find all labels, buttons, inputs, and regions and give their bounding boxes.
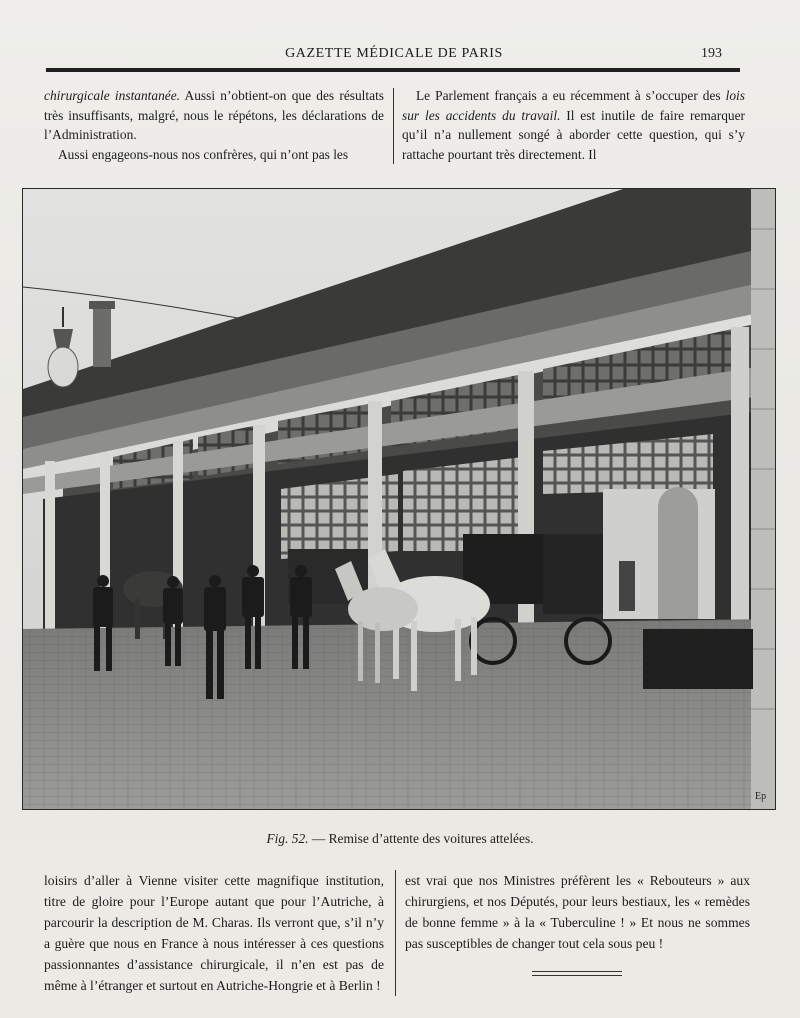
closing-rule	[532, 975, 622, 976]
top-left-paragraph-2: Aussi engageons-nous nos confrères, qui n’ont pas les	[58, 146, 349, 162]
closing-rule	[532, 971, 622, 972]
engraver-mark: Ep	[755, 791, 767, 802]
figure-caption	[0, 831, 800, 847]
top-column-divider	[393, 88, 394, 164]
carriage	[543, 534, 603, 614]
top-right-paragraph	[402, 86, 745, 164]
top-right-column	[402, 86, 745, 164]
photograph-carriage-shed	[22, 188, 776, 810]
photo-illustration	[23, 189, 776, 810]
figure-label: Fig. 52.	[266, 831, 309, 846]
paragraph-text: Aussi n’obtient-on que des résultats très insuffisants, malgré, nous le répétons, les déclarations de l’Administration.	[44, 88, 384, 142]
carriage	[643, 629, 753, 689]
top-left-column	[44, 86, 384, 164]
italic-phrase: chirurgicale instantanée.	[44, 88, 181, 103]
header-rule	[46, 68, 740, 72]
paragraph-text: Le Parlement français a eu récemment à s’occuper des	[416, 88, 726, 103]
page-header	[46, 44, 742, 66]
journal-title: GAZETTE MÉDICALE DE PARIS	[285, 46, 503, 61]
bottom-right-column	[405, 870, 750, 954]
paragraph-text: Il est inutile de faire remarquer qu’il n’a nullement songé à aborder cette question, qui s’y rattache pourtant très directement. Il	[402, 107, 745, 162]
italic-phrase: lois sur les accidents du travail.	[402, 88, 745, 123]
bottom-column-divider	[395, 870, 396, 996]
bottom-right-paragraph: est vrai que nos Ministres préfèrent les « Rebouteurs » aux chirurgiens, et nos Députés, pour leurs bestiaux, les « remèdes de bonne femme » à la « Tuberculine ! » Et nous ne sommes pas susceptibles de changer tout cela sous peu !	[405, 873, 750, 951]
top-left-paragraph-1	[44, 86, 384, 145]
bottom-left-paragraph: loisirs d’aller à Vienne visiter cette magnifique institution, titre de gloire pour l’Europe autant que pour l’Autriche, à parcourir la description de M. Charas. Ils verront que, s’il n’y a guère que nous en France à nous intéresser à ces questions passionnantes d’assistance chirurgicale, il n’en est pas de même à l’étranger et surtout en Autriche-Hongrie et à Berlin !	[44, 873, 384, 993]
caption-text: — Remise d’attente des voitures attelées.	[308, 831, 534, 846]
chimney	[93, 305, 111, 367]
pilaster	[751, 189, 776, 810]
page-number: 193	[701, 46, 722, 61]
bottom-left-column	[44, 870, 384, 996]
